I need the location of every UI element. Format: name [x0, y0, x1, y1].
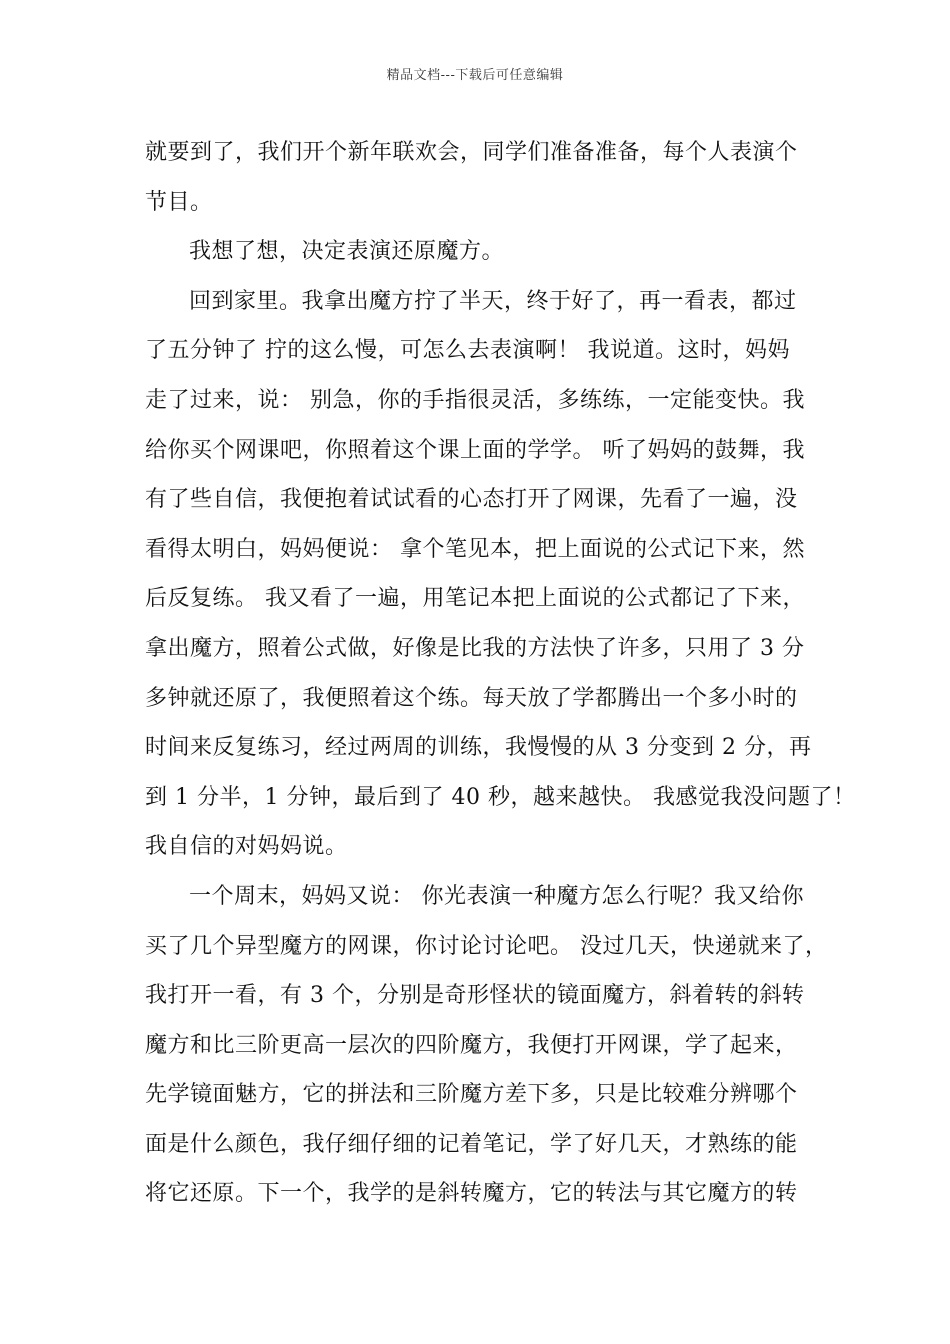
- paragraph-start-line: 我想了想，决定表演还原魔方。: [189, 239, 505, 265]
- text-line: 先学镜面魅方，它的拼法和三阶魔方差下多，只是比较难分辨哪个: [145, 1082, 798, 1108]
- paragraph-start-line: 一个周末，妈妈又说： 你光表演一种魔方怎么行呢？我又给你: [189, 883, 804, 909]
- text-line: 走了过来，说： 别急，你的手指很灵活，多练练，一定能变快。我: [145, 387, 805, 413]
- document-body: [145, 130, 856, 1221]
- text-line: 我自信的对妈妈说。: [145, 834, 348, 860]
- page-header: 精品文档---下载后可任意编辑: [386, 68, 564, 83]
- text-line: 魔方和比三阶更高一层次的四阶魔方，我便打开网课，学了起来，: [145, 1032, 798, 1058]
- text-line: 将它还原。下一个，我学的是斜转魔方，它的转法与其它魔方的转: [145, 1181, 798, 1207]
- text-line: 多钟就还原了，我便照着这个练。每天放了学都腾出一个多小时的: [145, 685, 798, 711]
- text-line: 了五分钟了 拧的这么慢，可怎么去表演啊！ 我说道。这时，妈妈: [145, 338, 790, 364]
- text-line: 看得太明白，妈妈便说： 拿个笔见本，把上面说的公式记下来，然: [145, 536, 805, 562]
- text-line: 买了几个异型魔方的网课，你讨论讨论吧。 没过几天，快递就来了，: [145, 933, 828, 959]
- text-line: 拿出魔方，照着公式做，好像是比我的方法快了许多，只用了 3 分: [145, 635, 805, 661]
- paragraph-start-line: 回到家里。我拿出魔方拧了半天，终于好了，再一看表，都过: [189, 288, 797, 314]
- text-line: 后反复练。 我又看了一遍，用笔记本把上面说的公式都记了下来，: [145, 586, 805, 612]
- text-line: 到 1 分半，1 分钟，最后到了 40 秒，越来越快。 我感觉我没问题了！: [145, 784, 856, 810]
- text-line: 我打开一看，有 3 个，分别是奇形怪状的镜面魔方，斜着转的斜转: [145, 983, 805, 1009]
- text-line: 就要到了，我们开个新年联欢会，同学们准备准备，每个人表演个: [145, 140, 798, 165]
- text-line: 面是什么颜色，我仔细仔细的记着笔记，学了好几天，才熟练的能: [145, 1131, 798, 1157]
- text-line: 时间来反复练习，经过两周的训练，我慢慢的从 3 分变到 2 分，再: [145, 735, 812, 761]
- text-line: 给你买个网课吧，你照着这个课上面的学学。 听了妈妈的鼓舞，我: [145, 437, 805, 463]
- text-line: 有了些自信，我便抱着试试看的心态打开了网课，先看了一遍，没: [145, 487, 798, 513]
- text-line: 节目。: [145, 189, 213, 215]
